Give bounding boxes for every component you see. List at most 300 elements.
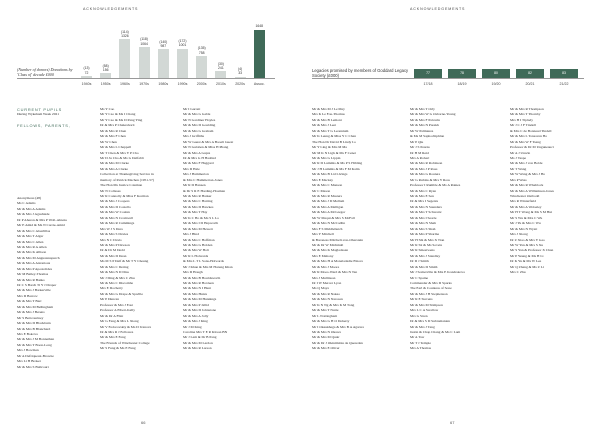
category-label: 19/20	[491, 82, 501, 86]
donor-name: Mr & Mrs Hunts	[183, 291, 207, 296]
donor-name: Mrs R Winterfield	[510, 199, 536, 204]
category-label: 17/18	[423, 82, 433, 86]
donor-name: Mr J C J F Tindell	[510, 123, 536, 128]
donor-name: Mr & Mrs G Graham	[183, 128, 214, 133]
donor-name: The Earl & Countess of Sone	[410, 286, 452, 291]
donor-name: Mr C Mason	[312, 188, 331, 193]
donor-name: Mr & Mrs T Orly	[410, 107, 435, 111]
donor-name: Mr & Mrs J Agashiade	[17, 212, 50, 217]
donor-name: Mr & Mrs D Dean	[100, 253, 127, 258]
donor-name: Mrs F S Middlebutch	[312, 226, 343, 231]
donor-name: Ms M S P Delf & Mr T Y Cheung	[100, 259, 149, 264]
donor-column-2	[100, 107, 162, 352]
donor-name: Mr M K N Ligh & Ms F Cenet	[312, 150, 356, 155]
donor-name: Mr H T Wong & Ms S M Hui	[510, 210, 553, 215]
donor-name: Mrs D Hough	[183, 270, 203, 275]
donor-name: Mr R D Lummis & Ms P S Hibling	[312, 161, 363, 166]
donor-name: Mr & Mrs E Oliver	[312, 346, 340, 351]
donor-name: Mr & Mrs M J Le May	[312, 107, 345, 111]
donor-name: Collection at Thanksgiving Service in	[100, 172, 154, 177]
class-decade-chart	[17, 26, 275, 88]
donor-name: Mr & Mrs J Moore	[312, 264, 340, 269]
donor-name: Mr & Mrs R Cummings	[100, 221, 135, 226]
donor-name: Mr & Mrs M Hunnings	[183, 297, 217, 302]
donor-name: Mr D Ju Cho & Ms G Delfabli	[100, 155, 144, 160]
donor-name: The Friends of Winchester College	[100, 340, 150, 345]
chart-title: (Number of donors) Donations by 'Class of' decade £000	[17, 67, 73, 77]
bar-1970s	[139, 47, 150, 78]
bar-1960s	[119, 39, 130, 78]
bar-1980s	[158, 49, 169, 78]
donor-name: Mr R D Hansen	[183, 183, 206, 188]
donor-name: Mr & Mrs G H O Doherty	[312, 319, 350, 324]
donor-name: Mr & Mrs T Thornby	[510, 112, 541, 117]
category-label: 20/21	[525, 82, 535, 86]
donor-name: Mr & Mrs J Standley	[410, 253, 441, 258]
bar-value-label: (118) 1064	[140, 37, 148, 46]
chart-title: Legacies promised by members of Goddard Legacy Society (£000)	[312, 68, 409, 78]
donor-name: Mr R L Holwards	[183, 253, 209, 258]
bar-value-label: (172) 1001	[178, 39, 187, 48]
donor-name: Dr K Yu & Ms W Lee	[510, 259, 542, 264]
bar-value-label: (13) 72	[83, 66, 90, 75]
donor-name: Mr A Defriqueux-Browne	[17, 353, 54, 358]
donor-name: Mr & Mrs E Feng	[100, 335, 126, 340]
donor-name: Mr & Mrs C Ryan	[410, 188, 437, 193]
donor-name: Mrs E Docherty	[100, 286, 123, 291]
donor-name: Mr J H Lummis & Ms F M Kalin	[312, 166, 360, 171]
intro-block	[17, 107, 77, 129]
bar-1990s	[177, 49, 188, 78]
donor-name: Mr A Taw	[410, 335, 425, 340]
donor-name: Mr C Spaine	[410, 275, 429, 280]
donor-name: The Hon Dr David B Lindy Ls	[312, 139, 356, 144]
donor-name: The Hon Ms Justice Coleman	[100, 183, 143, 188]
donor-name: Mrs J Hind	[183, 232, 199, 237]
donor-name: Mr & Mrs T Schwartz	[410, 210, 442, 215]
donor-name: Mr & Mrs T G Leonnium	[312, 128, 349, 133]
donor-name: Mr H Shi & Mrs X Tian	[410, 237, 445, 242]
donor-name: Mr & Mrs D Johnstone	[183, 308, 217, 313]
donor-name: Mrs Y Mitchell	[312, 232, 334, 237]
category-label: 2000s	[196, 82, 207, 86]
donor-name: Mrs L C A Swallow	[410, 308, 439, 313]
donor-name: Professor & Mrs J East	[100, 302, 133, 307]
donor-name: Mrs J Mullinson	[312, 275, 336, 280]
bar-value-label: 1648	[255, 24, 264, 29]
donor-name: Mrs G Stren	[410, 313, 428, 318]
bar-value-label: (114) 1326	[121, 29, 129, 38]
donor-name: Mr & Mrs P Apostolides	[17, 266, 52, 271]
donor-name: Mr & Mrs W Holt	[183, 248, 209, 253]
donor-name: & Ms M Saphochiphlan	[410, 134, 445, 139]
bar-1940s	[81, 76, 92, 78]
donor-name: Mr J Khan & Mrs M Hotung Khan	[183, 264, 233, 269]
donor-name: Mr & Mrs F Chen	[100, 134, 126, 139]
donor-name: Justin & Chap Chang & Ms C Lam	[410, 329, 461, 334]
category-label: 1950s	[100, 82, 111, 86]
donor-name: Mr & Mrs N Saunders	[410, 204, 442, 209]
donor-name: Dr & Mrs S D Subramanian	[410, 319, 450, 324]
donor-name: Mr E Amid & Ms N Carrie-Amid	[17, 223, 65, 228]
donor-name: Mr W Chen	[100, 139, 117, 144]
donor-name: Dr I W Mercer Lyon	[312, 281, 342, 285]
donor-name: Dr & Dr M Dedd	[100, 248, 125, 253]
donor-name: Mr & Mrs N McCadlin	[312, 221, 346, 226]
donor-name: Mr N Colleses	[100, 188, 121, 193]
bar-2020s	[235, 77, 246, 79]
donor-name: Mr Y Cao & Ms I Chang	[100, 112, 136, 117]
donor-name: Mr J S Pearns	[410, 145, 430, 150]
donor-name: Mr Y Cao & Ms D Pang Ying	[100, 117, 143, 122]
donor-name: Mr & Mrs B Blanchard	[17, 326, 51, 331]
donor-name: Mr & Mrs G Lippin	[312, 155, 341, 160]
donor-name: Mr & Mrs W F Tsang	[510, 139, 541, 144]
donor-name: Mr & Mrs R Nakao	[312, 291, 340, 296]
donor-name: Mr Y Ling & Mrs M Ma	[312, 145, 348, 150]
donor-name: Mr & Mrs A McGregor	[312, 210, 346, 215]
donor-name: Mr & Mrs B Houldsworth	[183, 275, 221, 280]
donor-name: Mr R Smeetwens	[410, 248, 435, 253]
donor-name: Mr J Yu & Mrs C Wu	[510, 221, 541, 226]
donor-name: Mr W Palmieres	[410, 128, 434, 133]
donor-name: Mr & Mrs M Bellingham	[17, 304, 54, 309]
donor-name: Mr & Mrs W Coulan	[100, 210, 130, 215]
bar-value-label: 77	[426, 71, 430, 76]
donor-name: Mr & Dr A Flint	[100, 313, 124, 318]
donor-column-5	[410, 107, 474, 352]
donor-name: Mr & Mrs A Jolly	[183, 313, 209, 318]
donor-name: Mr S Yan & Professor X Chan	[510, 248, 554, 253]
donor-name: Mr & Mrs J M Bonnathan	[17, 337, 55, 342]
donor-name: Anonymous (48)	[17, 196, 42, 200]
donor-name: Mr A J Unwin	[510, 150, 531, 155]
donor-name: Mrs N C Davis	[100, 237, 122, 242]
category-label: Assoc.	[253, 82, 265, 86]
donor-name: Dr & Mrs P Chakraborti	[100, 123, 135, 128]
donor-name: Mrs E Mackay	[312, 177, 334, 182]
donor-name: Mr & Mrs A Williamson-Jones	[510, 188, 554, 193]
page-number-left: 66	[141, 420, 146, 425]
donor-name: Mr & Mrs C Hoffman	[183, 237, 215, 242]
donor-name: Mr & Mrs D Goulding	[183, 123, 216, 128]
donor-name: Professor I Rumble & Ms A Raines	[410, 183, 461, 188]
donor-name: Mr & Mrs F Haggard	[183, 161, 214, 166]
donor-name: Mr W Guest & Mrs A Baoali Guest	[183, 139, 234, 144]
donor-name: Mr & Mrs B Lemont	[312, 117, 342, 122]
donor-name: Mr & Mrs K Magladasan	[312, 248, 349, 253]
donor-name: Commander & Mrs D Sparks	[410, 281, 452, 285]
donor-name: Mr K Leung & Miss Y C Chan	[312, 134, 356, 139]
donor-name: Mr & Mrs R Thompson	[510, 107, 544, 111]
donor-name: Mr & Mrs S Shah	[410, 226, 436, 231]
donor-name: Mr & Mrs N Wyatt	[510, 226, 538, 231]
donor-name: Mrs P Wass	[510, 177, 527, 182]
donor-name: Dr P Aharon & Mrs P Woll-Ahrens	[17, 217, 67, 222]
donor-name: Mrs E Bokova	[17, 331, 38, 336]
donor-name: Mrs A Robert	[410, 155, 430, 160]
donor-name: Mr P Yeung & Ms H Li	[510, 253, 544, 258]
donor-name: Mr S Wu & Mrs C Wu	[510, 215, 543, 220]
donor-name: Mr & Mrs A Adams	[17, 206, 46, 211]
donor-name: Mr & Dr J Okinimitzu de Queredan	[312, 340, 363, 345]
category-label: 2020s	[235, 82, 245, 86]
donor-name: Mr & Mrs M Stimpson	[410, 302, 443, 307]
donor-name: Mr & Mrs T Barr	[17, 299, 42, 304]
category-label: 18/19	[457, 82, 467, 86]
bar-value-label: (140) 987	[159, 39, 168, 48]
donor-name: Mr & Mrs D Blackburn	[17, 321, 51, 326]
donor-name: Mr R Sit & Ms Sovela	[410, 242, 443, 247]
current-pupils-note: During Wykeham Week 2021	[17, 112, 60, 117]
donor-name: Mr & Mrs R Larson	[183, 346, 212, 351]
donor-name: Mr S Bettcourtney	[17, 315, 44, 320]
donor-name: Mr & Mrs P Jallid	[183, 302, 209, 307]
donor-name: Mr & Mrs P Sharma	[410, 232, 440, 237]
donor-name: Mr & Mrs J Barkerville	[17, 288, 51, 293]
section-heading-fellows: FELLOWS, PARENTS,	[17, 123, 71, 129]
donor-name: Mr & Mrs D Costello	[100, 204, 131, 209]
donor-name: Mr & Mrs C Discombe	[100, 281, 134, 285]
donor-name: Mr I Garrett	[183, 107, 201, 111]
donor-name: Mr & Mrs F Palcarin	[410, 117, 440, 122]
donor-name: Mr & Mrs M Lardon	[183, 340, 213, 345]
donor-name: Dr D J Smith	[410, 259, 429, 264]
category-label: 2010s	[215, 82, 226, 86]
donor-name: Mr P Duncan	[100, 297, 119, 302]
bar-value-label: 83	[562, 71, 566, 76]
donor-name: Mr R E Stevens	[410, 297, 433, 302]
donor-name: Mr & Mrs L Tonsaven Ho	[510, 134, 548, 139]
page-number-right: 67	[450, 420, 455, 425]
donor-name: Mr & Mrs I D Hepworth	[183, 221, 219, 226]
donor-name: Mr & Mrs N Okawa	[312, 329, 341, 334]
donor-name: Mr & Dr W Michmall	[312, 242, 344, 247]
donor-name: Mr & Mrs R Masters	[312, 194, 342, 198]
donor-name: Mr & Mrs A Clarke	[100, 166, 128, 171]
donor-name: Dr C S Barch Ti Y J Draper	[17, 283, 57, 287]
bar-value-label: 80	[494, 71, 498, 76]
category-label: 1990s	[177, 82, 188, 86]
donor-name: Dr & Mrs R J Fellowes	[100, 329, 134, 334]
donor-name: Mr & Mrs R A Allen	[17, 244, 47, 249]
donor-name: Professor & Dr M Unguneauci	[510, 145, 554, 150]
bar-value-label: (135) 758	[197, 46, 206, 55]
bar-1950s	[100, 73, 111, 78]
donor-name: Dr Z Xiao & Mrs Y Gao	[510, 237, 545, 242]
donor-name: Mr J Somerville & Mrs E Kondrakova	[410, 270, 465, 275]
donor-name: Mr & Mrs T Boon-Long	[17, 342, 52, 347]
donor-name: Mr & Mrs T Nurie	[312, 308, 339, 313]
donor-name: Mr N Gardiner Hoyles	[183, 117, 216, 122]
donor-name: Mr G Rubins & Mrs Y Ross	[410, 177, 450, 182]
donor-name: Mr M Bailey-Thomas	[17, 272, 49, 277]
donor-name: Mrs A Thomas	[410, 346, 432, 351]
running-header-right: ACKNOWLEDGEMENTS	[410, 7, 466, 11]
donor-name: Mrs H I Tiplady	[510, 117, 533, 122]
donor-name: Mr & Mrs R Banks	[17, 277, 45, 282]
category-label: 1940s	[81, 82, 92, 86]
donor-name: Mr & Mrs K Allison	[17, 250, 47, 255]
donor-name: Mr & Mrs J King	[183, 319, 208, 324]
donor-name: Mr & Mrs A Gupta	[183, 150, 211, 155]
donor-name: Mr & Mrs R Wheblock	[510, 183, 544, 188]
donor-name: Mrs K Le Fou-Thomas	[312, 112, 345, 117]
donor-name: Mrs D Barrow	[17, 293, 38, 298]
donor-name: Mr N Gulaben & Miss H Phang	[183, 145, 229, 150]
legacy-society-chart	[312, 26, 584, 88]
donor-name: Mrs Li H Broker	[17, 359, 41, 364]
donor-name: Mr & Mrs M Quair	[312, 335, 340, 340]
donor-name: Mrs J Hammerton	[183, 172, 209, 177]
donor-name: Mr & Mrs S Bullcourt	[17, 364, 49, 369]
donor-name: Mr & Mrs H A Monaladadie Elnora	[312, 259, 363, 264]
donor-name: Mr & Mrs B Ltd Livings	[312, 172, 348, 177]
donor-name: Mr S Fung & Ms E Fung	[100, 346, 136, 351]
chart-baseline	[17, 78, 275, 79]
donor-name: Mr & Mrs I Searle	[410, 215, 437, 220]
donor-name: Mr R Connolly & Miss F Korman	[100, 194, 149, 198]
donor-name: Carolina Mrs T E R Kitson BN	[183, 329, 228, 334]
donor-name: Mr & Mrs N D Dias	[100, 270, 129, 275]
donor-name: Mrs J Xiong	[510, 232, 528, 237]
donor-name: Mr J Ding & Mrs C Zhu	[100, 275, 135, 280]
donor-name: Mr & Mrs N I Hunt	[183, 286, 212, 291]
donor-name: Ms C Adams	[17, 201, 36, 206]
donor-name: Mr & Mrs A Wolseley	[510, 204, 542, 209]
donor-name: Mrs J Griffiths	[183, 134, 205, 139]
donor-name: Mrs D Hale	[183, 166, 200, 171]
donor-name: Mr K C Ho & Ms S L Lo	[183, 215, 219, 220]
donor-name: Ms J Vespe	[510, 155, 527, 160]
donor-name: Mr & Mrs C Harting	[183, 199, 213, 204]
donor-name: Mr Q Zhang & Ms Z Li	[510, 264, 544, 269]
donor-name: Mr & Mrs C Allen	[17, 239, 44, 244]
donor-name: Mr & Mrs C Manson	[312, 183, 343, 188]
donor-name: Mr & Mrs E Sen	[410, 194, 434, 198]
donor-name: Mr & Mrs J P Ross	[410, 166, 438, 171]
category-label: 1980s	[158, 82, 169, 86]
donor-name: Mr & Mrs L Chappell	[100, 145, 132, 150]
donor-column-4	[312, 107, 374, 352]
donor-name: Ms Q Maya	[312, 286, 329, 291]
donor-name: Mr G Fang & Mrs L Xiong	[100, 319, 139, 324]
donor-name: Mr & Mrs A Antonious	[17, 261, 51, 266]
donor-name: Mr I Okaukhaga & Mrs B A Agarwa	[312, 324, 364, 329]
donor-name: Mr P Qiu	[410, 139, 424, 144]
donor-name: Mr & Mrs J Coopers	[100, 199, 130, 204]
donor-column-6	[510, 107, 576, 276]
donor-name: Dr & Mrs I Segents	[410, 199, 438, 204]
donor-name: Mr & Mrs G Holden	[183, 242, 213, 247]
donor-name: Mr & Mrs J H Stephenson	[410, 291, 448, 296]
bar-2000s	[196, 56, 207, 78]
donor-name: Mr & Mrs M Clarke	[100, 161, 129, 166]
running-header-left: ACKNOWLEDGEMENTS	[83, 7, 139, 11]
donor-name: Professor A Elbert-Kelly	[100, 308, 136, 313]
bar-value-label: (4) 33	[238, 67, 243, 76]
bar-value-label: 78	[460, 71, 464, 76]
section-heading-current-pupils: CURRENT PUPILS	[17, 107, 63, 112]
donor-name: Mr & Mrs R Robinson	[410, 161, 443, 166]
donor-name: Mr & Mrs M Angustanapurch	[17, 255, 60, 260]
donor-name: Dr & Mrs G H Haddad	[183, 155, 216, 160]
donor-name: Mr W Yan & Mrs S Xu	[510, 242, 544, 247]
donor-name: Mr & Mrs P Dawson	[100, 242, 130, 247]
donor-name: & Dr S R E Harding-Hosman	[183, 188, 226, 193]
donor-name: Mr & Mrs J Berens	[17, 310, 45, 315]
donor-name: Mr & Mrs R Chen	[100, 128, 127, 133]
bar-value-label: (58) 156	[102, 64, 109, 73]
bar-assoc	[254, 30, 265, 78]
donor-name: & Baroness Mitchell-von-Oberstein	[312, 237, 364, 242]
donor-name: Mr & Mrs T Algar	[17, 234, 44, 239]
donor-name: Mr & Mrs A Melligan	[312, 204, 344, 209]
donor-name: Mr J Lam & Dr B Pang	[183, 335, 217, 340]
donor-name: Mr & Mrs J Leet	[312, 123, 337, 128]
chart-baseline	[312, 78, 584, 79]
donor-name: Mr & Mrs G Gable	[183, 112, 211, 117]
donor-name: Mr & Mrs G Rouiere	[410, 172, 441, 177]
bar-2010s	[215, 71, 226, 78]
category-label: 1960s	[119, 82, 130, 86]
donor-name: Mr & Mrs N Shah	[410, 221, 437, 226]
donor-name: Mr & Mrs S Davies	[100, 232, 129, 237]
donor-name: Mrs E Mahony	[312, 253, 334, 258]
donor-name: Mr & Mrs R Hoxleen	[183, 281, 214, 285]
donor-name: Mr & Mrs M Hewett	[183, 226, 213, 231]
donor-name: Mr & Mrs D Hawkes	[183, 204, 214, 209]
donor-name: Mr & Mrs N Parekh	[410, 123, 439, 128]
donor-name: & Mrs L T L Sons-Holwards	[183, 259, 224, 264]
donor-column-3	[183, 107, 245, 352]
donor-name: Mr R Moos-Ward & Mrs N Tan	[312, 270, 358, 275]
donor-name: Mr L Nottingham	[312, 313, 338, 318]
donor-name: Mr & Mrs J von Bolde	[510, 161, 543, 166]
bar-value-label: (30) 241	[217, 61, 224, 70]
donor-name: Mr & Mrs J D Mellam	[312, 199, 345, 204]
donor-name: Mr T Wang	[510, 166, 527, 171]
donor-name: Mr W Maqui & Mrs S McFall	[312, 215, 355, 220]
donor-name: Mrs J Bowman	[17, 348, 39, 353]
donor-name: Mr & Mrs G Drape & Spwille	[100, 291, 143, 296]
donor-name: Mrs W J S Dara	[100, 226, 123, 231]
donor-name: Mr & Mrs W G Osborne-Young	[410, 112, 456, 117]
donor-name: Mr & Mrs N Narosan	[312, 297, 343, 302]
donor-column-1	[17, 196, 77, 370]
donor-name: Dr H M Reid	[410, 150, 429, 155]
category-label: 21/22	[559, 82, 569, 86]
donor-name: Mr V Fedorovskiy & Ms D Ivanova	[100, 324, 152, 329]
donor-name: Mr T J Temple	[410, 340, 431, 345]
donor-name: Mr & Mrs J Tang	[410, 324, 435, 329]
donor-name: Mr & Mrs T Hay	[183, 210, 208, 215]
donor-name: & Mrs C Hammerton-Jones	[183, 177, 223, 182]
donor-name: Mr J M King	[183, 324, 202, 329]
donor-name: Mr T Chen & Mrs Y P Cho	[100, 150, 139, 155]
donor-name: Mr K N Ng & Mrs K M Tong	[312, 302, 355, 307]
donor-name: Mr & Mrs C Dering	[100, 264, 129, 269]
bar-value-label: 82	[528, 71, 532, 76]
donor-name: Mr & Mrs C Alsarlillas	[17, 228, 51, 233]
donor-name: Mr W Wang & Mrs J Ho	[510, 172, 546, 177]
donor-name: memory of Patrick Machen (1951-57)	[100, 177, 154, 182]
donor-name: & Mrs C de Bonnaud Tindell	[510, 128, 552, 133]
donor-name: Mr & Mrs D Smith	[410, 264, 438, 269]
donor-name: Ms Y Cao	[100, 107, 115, 111]
donor-name: Winchester Outbodd	[510, 194, 540, 198]
donor-name: Mr & Mrs N Cromwell	[100, 215, 134, 220]
